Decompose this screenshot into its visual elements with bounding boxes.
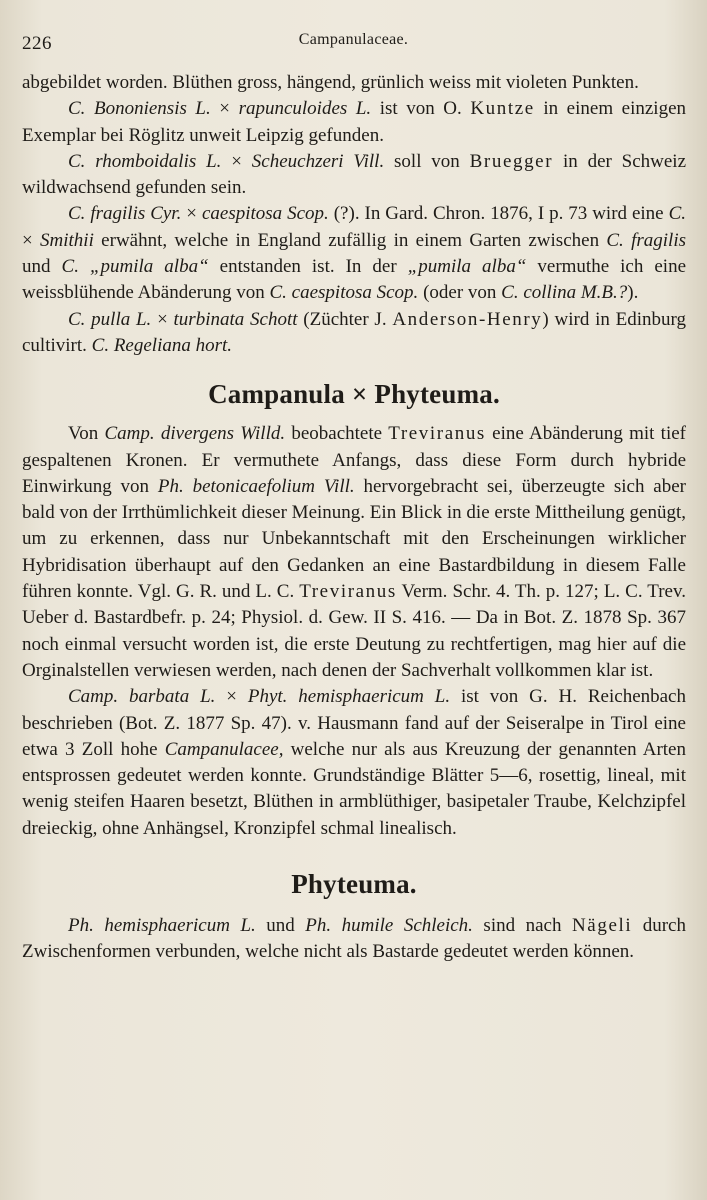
species-name: C. Bononiensis L. bbox=[68, 98, 211, 120]
species-name: rapunculoides L. bbox=[238, 98, 372, 120]
text-run: vermuthe ich eine weissblühende Abänderung von bbox=[22, 256, 687, 304]
paragraph-divergens bbox=[22, 421, 686, 684]
author-name: Nägeli bbox=[571, 915, 633, 937]
species-name: C. fragilis Cyr. bbox=[68, 203, 182, 225]
author-name: Kuntze bbox=[470, 98, 535, 120]
text-run: × bbox=[22, 229, 41, 251]
species-name: C. rhomboidalis L. bbox=[68, 150, 222, 172]
text-run: entstanden ist. In der bbox=[208, 256, 408, 278]
species-name: Campanulacee, bbox=[164, 738, 284, 760]
species-name: Smithii bbox=[40, 229, 94, 251]
species-name: C. pulla L. bbox=[68, 308, 152, 330]
species-name: Ph. betonicaefolium Vill. bbox=[157, 475, 355, 497]
species-name: Camp. divergens Willd. bbox=[104, 423, 286, 445]
text-run: × bbox=[210, 98, 239, 120]
text-run: ). bbox=[627, 282, 639, 304]
text-run: und bbox=[255, 915, 306, 937]
paragraph-pulla bbox=[22, 307, 686, 360]
species-name: Scheuchzeri Vill. bbox=[251, 150, 385, 172]
species-name: Camp. barbata L. bbox=[68, 686, 216, 708]
author-name: Anderson-Henry bbox=[392, 308, 543, 330]
species-name: turbinata Schott bbox=[173, 308, 298, 330]
text-run: Von bbox=[68, 423, 105, 445]
text-run: × bbox=[181, 203, 202, 225]
text-run: ) wird in Edinburg cultivirt. bbox=[22, 308, 686, 356]
text-run: × bbox=[151, 308, 174, 330]
page-header bbox=[0, 31, 707, 55]
text-run: hervorgebracht sei, überzeugte sich aber bald von der Irrthümlichkeit dieser Meinung. Ein Blick in die erste Mittheilung genügt, um zu erkennen, dass nur Unbekanntschaft mit den Erscheinungen wirklicher Hybridisation überhaupt auf den Gedanken an eine Bastardbildung in diesem Falle führen konnte. Vgl. G. R. und L. C. bbox=[22, 475, 686, 603]
species-name: C. bbox=[668, 203, 686, 225]
paragraph-continuation bbox=[22, 70, 686, 96]
text-run: beobachtete bbox=[285, 423, 389, 445]
author-name: Treviranus bbox=[299, 581, 397, 603]
text-run: und bbox=[22, 256, 62, 278]
text-run: welche nur als aus Kreuzung der genannten Arten entsprossen gedeutet werden konnte. Grundständige Blätter 5—6, rosettig, lineal, mit wenig steifen Haaren besetzt, Blüthen in armblüthiger, basipetaler Traube, Kelchzipfel dreieckig, ohne Anhängsel, Kronzipfel schmal linealisch. bbox=[22, 738, 686, 839]
text-run: (Züchter J. bbox=[297, 308, 393, 330]
text-run: (?). In Gard. Chron. 1876, I p. 73 wird eine bbox=[328, 203, 669, 225]
species-name: Ph. humile Schleich. bbox=[305, 915, 473, 937]
page-body bbox=[22, 70, 686, 966]
paragraph-bononiensis bbox=[22, 96, 686, 149]
text-run: ist von G. H. Reichenbach beschrieben (Bot. Z. 1877 Sp. 47). v. Hausmann fand auf der Seiseralpe in Tirol eine etwa 3 Zoll hohe bbox=[22, 686, 686, 760]
paragraph-hemisphaericum bbox=[22, 913, 686, 966]
text-run: durch Zwischenformen verbunden, welche nicht als Bastarde gedeutet werden können. bbox=[22, 915, 686, 963]
text-run: × bbox=[221, 150, 252, 172]
text-run: (oder von bbox=[418, 282, 502, 304]
paragraph-rhomboidalis bbox=[22, 149, 686, 202]
species-name: C. collina M.B.? bbox=[501, 282, 628, 304]
text-run: abgebildet worden. Blüthen gross, hängend, grünlich weiss mit violeten Punkten. bbox=[22, 72, 639, 93]
author-name: Bruegger bbox=[469, 150, 554, 172]
section-heading-campanula-phyteuma: Campanula × Phyteuma. bbox=[208, 379, 500, 410]
species-name: caespitosa Scop. bbox=[201, 203, 329, 225]
text-run: sind nach bbox=[472, 915, 572, 937]
species-name: C. caespitosa Scop. bbox=[269, 282, 419, 304]
species-name: Ph. hemisphaericum L. bbox=[68, 915, 256, 937]
species-name: „pumila alba“ bbox=[407, 256, 527, 278]
text-run: soll von bbox=[384, 150, 470, 172]
text-run: Verm. Schr. 4. Th. p. 127; L. C. Trev. Ueber d. Bastardbefr. p. 24; Physiol. d. Gew. II S. 416. — Da in Bot. Z. 1878 Sp. 367 noch einmal versucht worden ist, die erste Deutung zu rechtfertigen, mag hier auf die Orginalstellen verwiesen werden, nach denen der Sachverhalt vollkommen klar ist. bbox=[22, 581, 686, 681]
paragraph-barbata bbox=[22, 684, 686, 842]
page-number: 226 bbox=[22, 33, 52, 54]
text-run: eine Abänderung mit tief gespaltenen Kronen. Er vermuthete Anfangs, dass diese Form durch hybride Einwirkung von bbox=[22, 423, 686, 497]
text-run: × bbox=[215, 686, 248, 708]
paragraph-fragilis bbox=[22, 201, 686, 306]
author-name: Treviranus bbox=[388, 423, 486, 445]
section-heading-phyteuma: Phyteuma. bbox=[291, 869, 417, 900]
text-run: in der Schweiz wildwachsend gefunden sein. bbox=[22, 150, 687, 199]
running-head: Campanulaceae. bbox=[298, 31, 409, 48]
species-name: C. Regeliana hort. bbox=[91, 334, 233, 356]
text-run: ist von O. bbox=[371, 98, 471, 120]
text-run: in einem einzigen Exemplar bei Röglitz unweit Leipzig gefunden. bbox=[22, 98, 687, 146]
species-name: Phyt. hemisphaericum L. bbox=[247, 686, 451, 708]
species-name: C. „pumila alba“ bbox=[61, 256, 209, 278]
text-run: erwähnt, welche in England zufällig in einem Garten zwischen bbox=[93, 229, 607, 251]
species-name: C. fragilis bbox=[606, 229, 687, 251]
